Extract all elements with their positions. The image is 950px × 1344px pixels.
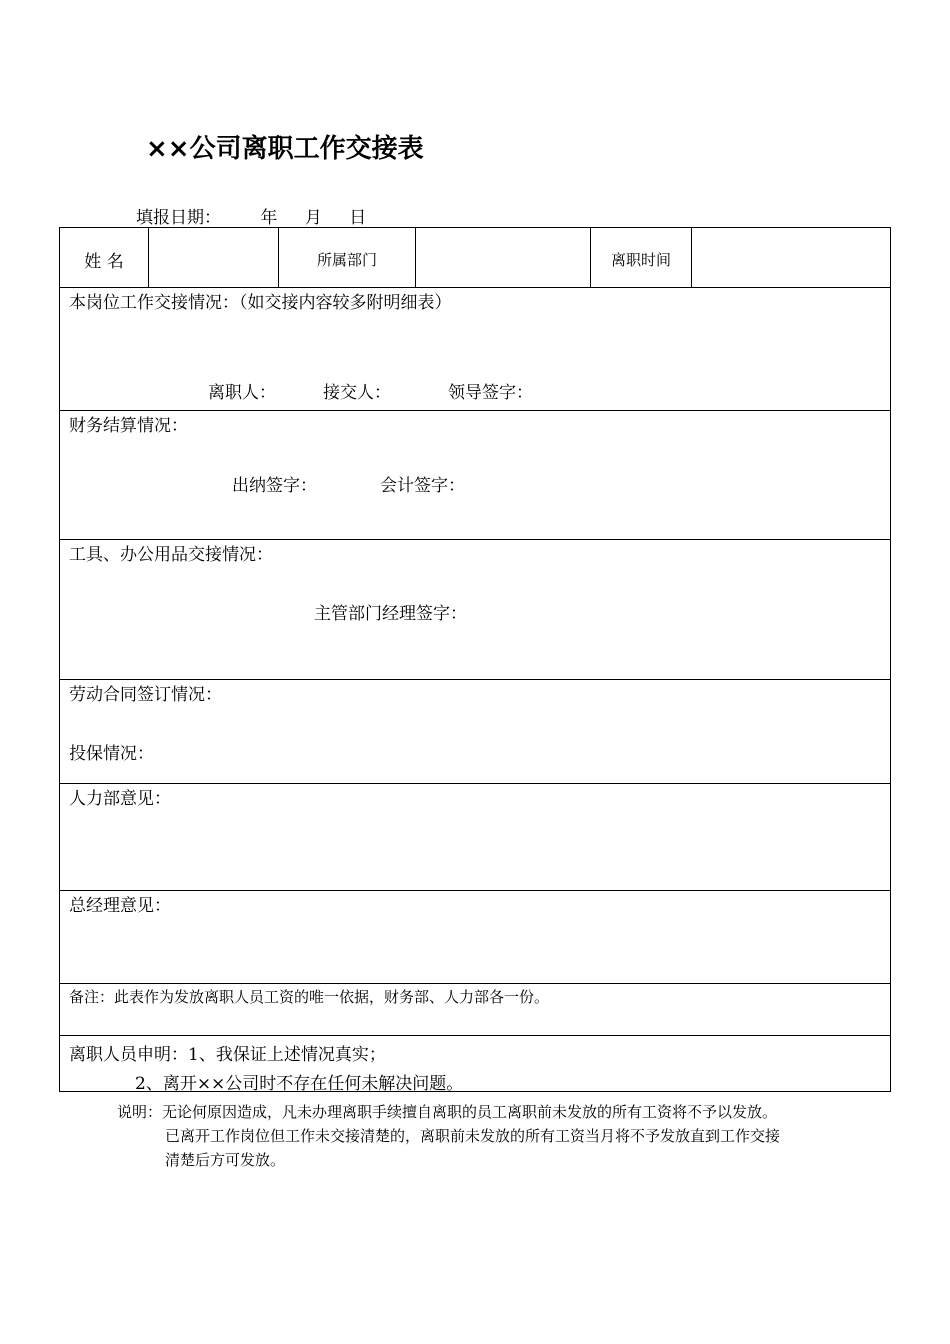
finance-label: 财务结算情况： <box>69 416 188 436</box>
note-line-3: 清楚后方可发放。 <box>165 1151 286 1169</box>
contract-label: 劳动合同签订情况： <box>69 685 222 705</box>
day-label: 日 <box>349 208 367 228</box>
explanation-note <box>117 1100 780 1172</box>
declaration-line-1: 离职人员申明：1、我保证上述情况真实； <box>69 1045 386 1065</box>
hr-opinion-section[interactable] <box>60 783 890 890</box>
handover-form <box>59 227 891 1092</box>
dept-label: 所属部门 <box>316 251 377 269</box>
accountant-sign-label: 会计签字： <box>380 476 465 496</box>
time-field[interactable] <box>691 228 890 287</box>
finance-section[interactable] <box>60 410 890 539</box>
contract-section[interactable] <box>60 679 890 783</box>
header-row <box>60 228 890 287</box>
work-handover-label: 本岗位工作交接情况：（如交接内容较多附明细表） <box>69 293 452 313</box>
note-line-2: 已离开工作岗位但工作未交接清楚的，离职前未发放的所有工资当月将不予发放直到工作交接 <box>165 1127 781 1145</box>
tools-label: 工具、办公用品交接情况： <box>69 545 273 565</box>
declaration-line-2: 2、离开××公司时不存在任何未解决问题。 <box>135 1074 464 1094</box>
work-handover-section[interactable] <box>60 287 890 410</box>
insurance-label: 投保情况： <box>69 744 154 764</box>
gm-opinion-label: 总经理意见： <box>69 896 171 916</box>
dept-field[interactable] <box>415 228 590 287</box>
fill-date <box>136 203 366 228</box>
gm-opinion-section[interactable] <box>60 890 890 983</box>
time-label: 离职时间 <box>610 251 671 269</box>
manager-sign-label: 主管部门经理签字： <box>314 604 467 624</box>
cashier-sign-label: 出纳签字： <box>232 476 317 496</box>
month-label: 月 <box>304 208 322 228</box>
name-label: 姓 名 <box>84 252 124 272</box>
leader-sign-label: 领导签字： <box>448 383 533 403</box>
time-label-cell <box>590 228 691 287</box>
year-label: 年 <box>260 208 278 228</box>
name-field[interactable] <box>148 228 278 287</box>
fill-date-label: 填报日期： <box>136 208 221 228</box>
remark-text: 备注：此表作为发放离职人员工资的唯一依据，财务部、人力部各一份。 <box>69 988 550 1006</box>
dept-label-cell <box>278 228 415 287</box>
resigner-sign-label: 离职人： <box>208 383 276 403</box>
declaration-section <box>60 1035 890 1093</box>
hr-opinion-label: 人力部意见： <box>69 789 171 809</box>
note-line-1: 说明：无论何原因造成，凡未办理离职手续擅自离职的员工离职前未发放的所有工资将不予以发放。 <box>117 1103 778 1121</box>
tools-section[interactable] <box>60 539 890 679</box>
name-label-cell <box>60 228 148 287</box>
receiver-sign-label: 接交人： <box>323 383 391 403</box>
remark-section <box>60 983 890 1035</box>
page-title: ××公司离职工作交接表 <box>146 134 424 164</box>
